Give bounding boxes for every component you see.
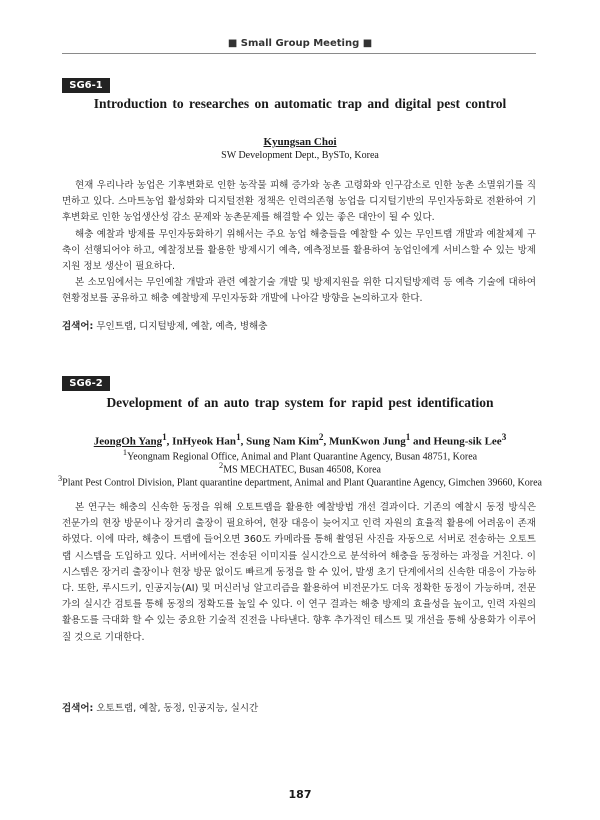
abstract-paragraph: 해충 예찰과 방제를 무인자동화하기 위해서는 주요 농업 해충들을 예찰할 수 있는 무인트랩 개발과 예찰체제 구축이 선행되어야 하고, 예찰정보를 활용한 방제시기 예측, 예측정보를 활용하여 농업인에게 서비스할 수 있는 방제 지원 정보 생산이 필요하다. xyxy=(62,228,536,273)
author-name: Heung-sik Lee xyxy=(433,435,502,448)
running-header: ■ Small Group Meeting ■ xyxy=(227,38,373,49)
abstract-paragraph: 본 소모임에서는 무인예찰 개발과 관련 예찰기술 개발 및 방제지원을 위한 디지털방제력 등 예측 기술에 대하여 현황정보를 공유하고 해충 예찰방제 무인자동화 개발에 나아갈 방향을 논의하고자 한다. xyxy=(62,277,536,305)
author-sup: 3 xyxy=(501,432,507,442)
author-separator: , xyxy=(240,435,247,448)
section-tag: SG6-1 xyxy=(62,78,110,93)
keywords-label: 검색어: xyxy=(62,703,94,714)
author-line xyxy=(0,432,600,448)
affiliation: SW Development Dept., BySTo, Korea xyxy=(221,150,379,161)
page-number: 187 xyxy=(288,788,312,801)
affiliation-sup: 1 xyxy=(122,448,128,457)
abstract-title: Introduction to researches on automatic trap and digital pest control xyxy=(93,96,507,111)
keywords-value: 무인트랩, 디지털방제, 예찰, 예측, 병해충 xyxy=(96,321,268,332)
keywords xyxy=(62,318,536,332)
affiliation-text: MS MECHATEC, Busan 46508, Korea xyxy=(223,464,381,476)
abstract-paragraph: 본 연구는 해충의 신속한 동정을 위해 오토트랩을 활용한 예찰방법 개선 결과이다. 기존의 예찰시 동정 방식은 전문가의 현장 방문이나 장거리 출장이 필요하여, 현장 대응이 늦어지고 인력 자원의 효율적 활용에 어려움이 존재하였다. 이에 따라, 해충이 트랩에 들어오면 360도 카메라를 통해 촬영된 사진을 자동으로 서버로 전송하는 오토트랩 시스템을 도입하고 있다. 서버에서는 전송된 이미지를 실시간으로 분석하여 해충을 동정하는 과정을 거친다. 이 시스템은 장거리 출장이나 현장 방문 없이도 빠르게 동정을 할 수 있어, 발생 초기 단계에서의 신속한 대응이 가능하다. 또한, 루시드키, 인공지능(AI) 및 머신러닝 알고리즘을 활용하여 비전문가도 더욱 정확한 동정이 가능하며, 전문가의 실시간 검토를 통해 동정의 정확도를 높일 수 있다. 이 연구 결과는 해충 방제의 효율성을 높이고, 인력 자원의 활용도를 극대화 할 수 있는 중요한 기술적 진전을 나타낸다. 향후 추가적인 테스트 및 개선을 통해 상용화가 이루어질 것으로 기대한다. xyxy=(62,502,536,643)
affiliation-sup: 3 xyxy=(58,474,63,483)
author-name: InHyeok Han xyxy=(172,435,237,448)
affiliation xyxy=(0,474,600,488)
keywords xyxy=(62,700,536,714)
author-sup: 1 xyxy=(236,432,241,442)
author-separator: , xyxy=(166,435,173,448)
author-separator: , xyxy=(323,435,329,448)
author-sup: 1 xyxy=(405,432,411,442)
abstract-title: Development of an auto trap system for rapid pest identification xyxy=(106,395,494,410)
author-name: Sung Nam Kim xyxy=(246,435,319,448)
author-name: JeongOh Yang xyxy=(93,435,163,448)
keywords-value: 오토트랩, 예찰, 동정, 인공지능, 실시간 xyxy=(96,703,259,714)
affiliation-sup: 2 xyxy=(219,461,224,470)
header-divider xyxy=(62,53,536,54)
affiliation-text: Plant Pest Control Division, Plant quarantine department, Animal and Plant Quarantine Agency, Gimchen 39660, Korea xyxy=(62,477,542,489)
author-and: and xyxy=(410,435,434,448)
abstract-body xyxy=(62,500,536,646)
affiliation-text: Yeongnam Regional Office, Animal and Plant Quarantine Agency, Busan 48751, Korea xyxy=(127,451,478,463)
author-line xyxy=(0,136,600,148)
keywords-label: 검색어: xyxy=(62,321,94,332)
author-sup: 2 xyxy=(318,432,324,442)
section-tag: SG6-2 xyxy=(62,376,110,391)
abstract-paragraph: 현재 우리나라 농업은 기후변화로 인한 농작물 피해 증가와 농촌 고령화와 인구감소로 인한 농촌 소멸위기를 직면하고 있다. 스마트농업 활성화와 디지털전환 정책은 인력의존형 농업을 디지털기반의 무인자동화로 전환하여 기후변화로 인한 농업생산성 감소 문제와 농촌문제를 해결할 수 있는 좋은 대안이 될 수 있다. xyxy=(62,180,536,224)
author-name: Kyungsan Choi xyxy=(263,136,337,148)
author-sup: 1 xyxy=(162,432,167,442)
abstract-body xyxy=(62,178,536,308)
author-name: MunKwon Jung xyxy=(328,435,406,448)
